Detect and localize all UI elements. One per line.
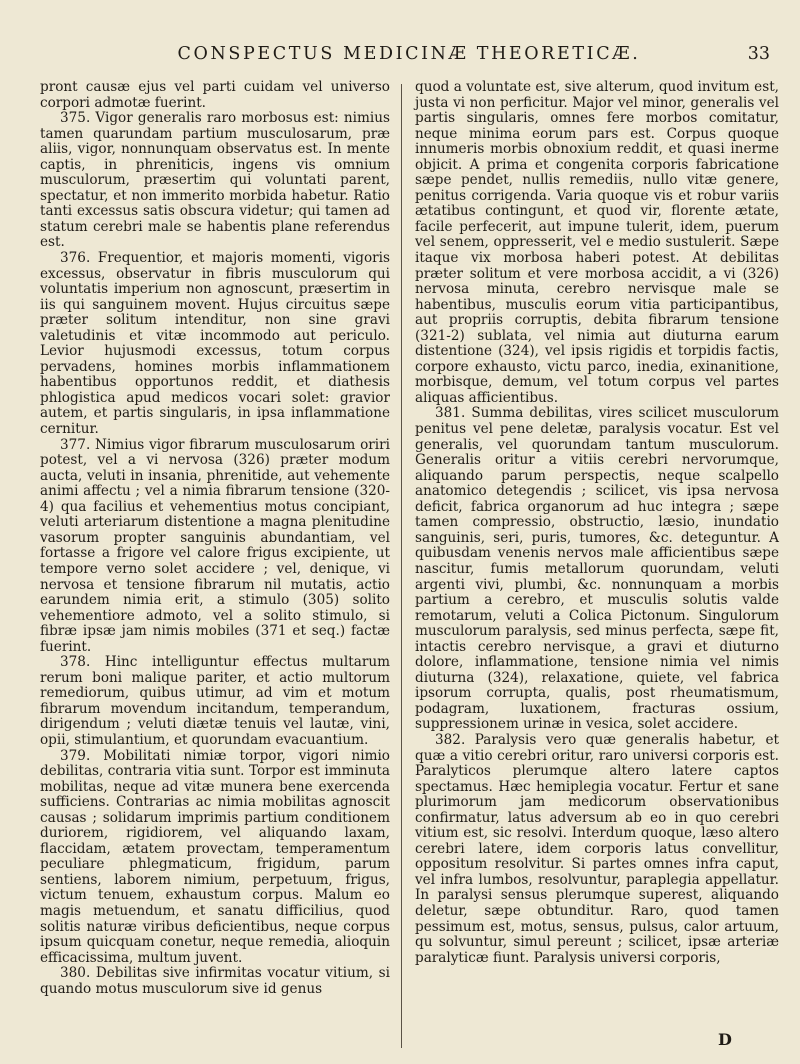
paragraph-380-continued: quod a voluntate est, sive alterum, quod invitum est, justa vi non perficitur. Major vel minor, generalis vel partis singularis, omnes fere morbos comitatur, neque minima eorum pars est. Corpus quoque innumeris morbis obnoxium reddit, et quasi inerme objicit. A prima et congenita corporis fabricatione sæpe pendet, nullis remediis, nullo vitæ genere, penitus corrigenda. Varia quoque vis et robur variis ætatibus contingunt, et quod vir, florente ætate, facile perfecerit, aut impune tulerit, idem, puerum vel senem, oppresserit, vel e medio sustulerit. Sæpe itaque vix morbosa haberi potest. At debilitas præter solitum et vere morbosa accidit, a vi (326) nervosa minuta, cerebro nervisque male se habentibus, musculis eorum vitia participantibus, aut propriis corruptis, debita fibrarum tensione (321-2) sublata, vel nimia aut diuturna earum distentione (324), vel ipsis rigidis et torpidis factis, corpore exhausto, victu parco, inedia, exinanitione, morbisque, demum, vel totum corpus vel partes aliquas afficientibus. <box>415 79 779 406</box>
paragraph-379: 379. Mobilitati nimiæ torpor, vigori nimio debilitas, contraria vitia sunt. Torpor est imminuta mobilitas, neque ad vitæ munera bene exercenda sufficiens. Contrarias ac nimia mobilitas agnoscit causas ; solidarum imprimis partium conditionem duriorem, rigidiorem, vel aliquando laxam, flaccidam, ætatem provectam, temperamentum peculiare phlegmaticum, frigidum, parum sentiens, laborem nimium, perpetuum, frigus, victum tenuem, exhaustum corpus. Malum eo magis metuendum, et sanatu difficilius, quod solitis naturæ viribus deficientibus, neque corpus ipsum quicquam conetur, neque remedia, alioquin efficacissima, multum juvent. <box>40 747 390 966</box>
running-head <box>38 44 780 66</box>
right-column <box>415 80 779 966</box>
running-title: CONSPECTUS MEDICINÆ THEORETICÆ. <box>177 44 641 64</box>
paragraph-377: 377. Nimius vigor fibrarum musculosarum oriri potest, vel a vi nervosa (326) præter modum aucta, veluti in insania, phrenitide, aut vehemente animi affectu ; vel a nimia fibrarum tensione (320-4) qua facilius et vehementius motus concipiant, veluti arteriarum distentione a magna plenitudine vasorum propter sanguinis abundantiam, vel fortasse a frigore vel calore frigus excipiente, ut tempore verno solet accidere ; vel, denique, vi nervosa et tensione fibrarum nil mutatis, actio earundem nimia erit, a stimulo (305) solito vehementiore admoto, vel a solito stimulo, si fibræ ipsæ jam nimis mobiles (371 et seq.) factæ fuerint. <box>40 436 390 655</box>
paragraph-380: 380. Debilitas sive infirmitas vocatur vitium, si quando motus musculorum sive id genus <box>40 965 390 997</box>
paragraph-378: 378. Hinc intelliguntur effectus multarum rerum boni malique pariter, et actio multorum remediorum, quibus utimur, ad vim et motum fibrarum movendum incitandum, temperandum, dirigendum ; veluti diætæ tenuis vel lautæ, vini, opii, stimulantium, et quorundam evacuantium. <box>40 654 390 748</box>
paragraph-375: 375. Vigor generalis raro morbosus est: nimius tamen quarundam partium musculosarum, præ aliis, vigor, nonnunquam observatus est. In mente captis, in phreniticis, ingens vis omnium musculorum, præsertim qui voluntati parent, spectatur, et non immerito morbida habetur. Ratio tanti excessus satis obscura videtur; qui tamen ad statum cerebri male se habentis plane referendus est. <box>40 110 390 251</box>
paragraph-382: 382. Paralysis vero quæ generalis habetur, et quæ a vitio cerebri oritur, raro universi corporis est. Paralyticos plerumque altero latere captos spectamus. Hæc hemiplegia vocatur. Fertur et sane plurimorum jam medicorum observationibus confirmatur, latus adversum ab eo in quo cerebri vitium est, sic resolvi. Interdum quoque, læso altero cerebri latere, idem corporis latus convellitur, oppositum resolvitur. Si partes omnes infra caput, vel infra lumbos, resolvuntur, paraplegia appellatur. In paralysi sensus plerumque superest, aliquando deletur, sæpe obtunditur. Raro, quod tamen pessimum est, motus, sensus, pulsus, calor artuum, qu solvuntur, simul pereunt ; scilicet, ipsæ arteriæ paralyticæ fiunt. Paralysis universi corporis, <box>415 731 779 966</box>
paragraph-381: 381. Summa debilitas, vires scilicet musculorum penitus vel pene deletæ, paralysis vocatur. Est vel generalis, vel quorundam tantum musculorum. Generalis oritur a vitiis cerebri nervorumque, aliquando parum perspectis, neque scalpello anatomico detegendis ; scilicet, vis ipsa nervosa deficit, fabrica organorum ad huc integra ; sæpe tamen compressio, obstructio, læsio, inundatio sanguinis, seri, puris, tumores, &c. deteguntur. A quibusdam venenis nervos male afficientibus sæpe nascitur, fumis metallorum quorundam, veluti argenti vivi, plumbi, &c. nonnunquam a morbis partium a cerebro, et musculis solutis valde remotarum, veluti a Colica Pictonum. Singulorum musculorum paralysis, sed minus perfecta, sæpe fit, intactis cerebro nervisque, a gravi et diuturno dolore, inflammatione, tensione nimia vel nimis diuturna (324), relaxatione, quiete, vel fabrica ipsorum corrupta, qualis, post rheumatismum, podagram, luxationem, fracturas ossium, suppressionem urinæ in vesica, solet accidere. <box>415 405 779 733</box>
paragraph-continued: pront causæ ejus vel parti cuidam vel universo corpori admotæ fuerint. <box>40 79 390 111</box>
column-divider <box>401 84 402 1048</box>
signature-mark: D <box>718 1030 732 1049</box>
paragraph-376: 376. Frequentior, et majoris momenti, vigoris excessus, observatur in fibris musculorum qui voluntatis imperium non agnoscunt, præsertim in iis qui sanguinem movent. Hujus circuitus sæpe præter solitum intenditur, non sine gravi valetudinis et vitæ incommodo aut periculo. Levior hujusmodi excessus, totum corpus pervadens, homines morbis inflammationem habentibus opportunos reddit, et diathesis phlogistica apud medicos vocari solet: gravior autem, et partis singularis, in ipsa inflammatione cernitur. <box>40 250 390 438</box>
left-column <box>40 80 390 997</box>
page-number: 33 <box>747 44 770 64</box>
